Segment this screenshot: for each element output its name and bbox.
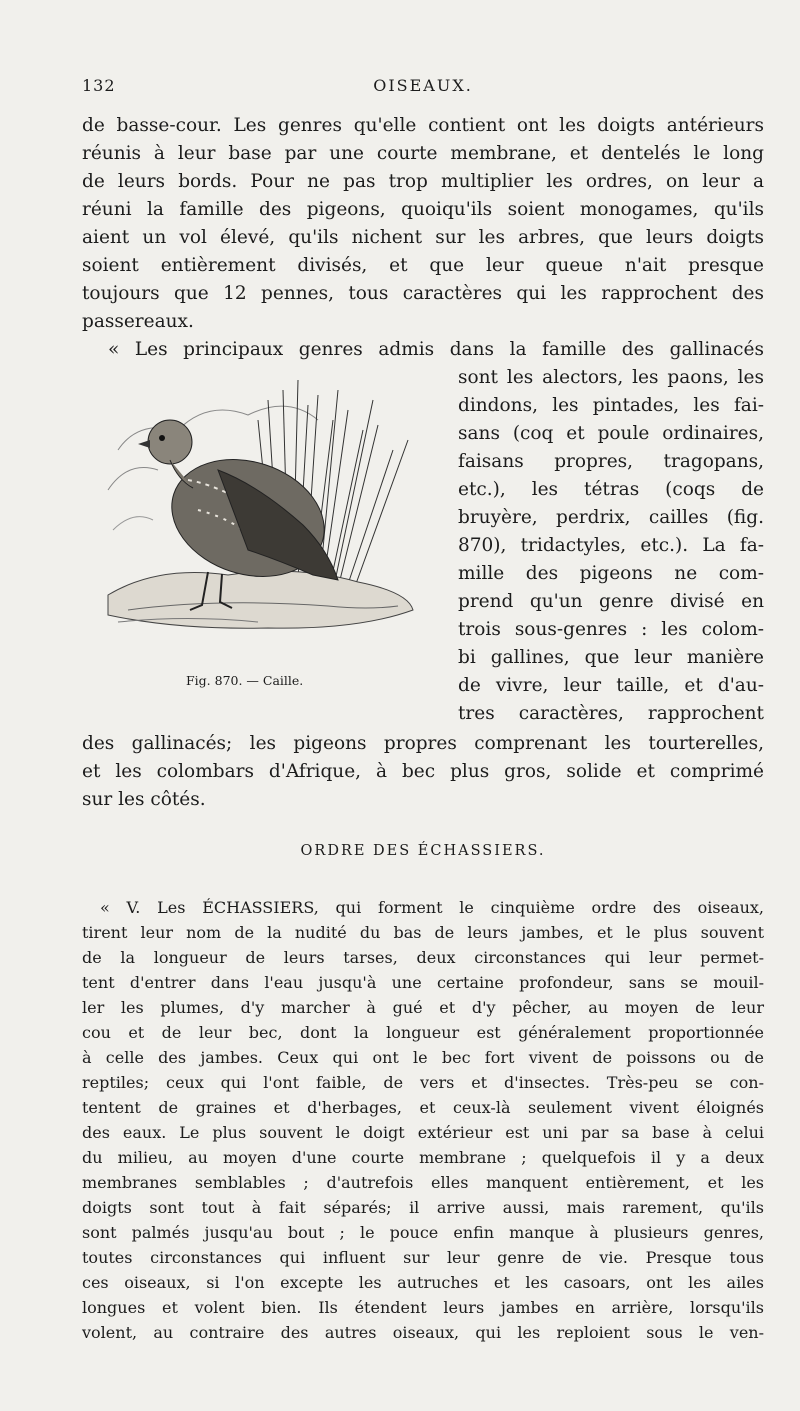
text-line: du milieu, au moyen d'une courte membrane ; quelquefois il y a deux xyxy=(82,1148,764,1167)
page-number: 132 xyxy=(82,76,116,95)
text-line: toujours que 12 pennes, tous caractères qui les rapprochent des xyxy=(82,283,764,304)
text-line: de la longueur de leurs tarses, deux circonstances qui leur permet- xyxy=(82,948,764,967)
text-line: toutes circonstances qui influent sur leur genre de vie. Presque tous xyxy=(82,1248,764,1267)
text-line: membranes semblables ; d'autrefois elles manquent entièrement, et les xyxy=(82,1173,764,1192)
text-line: ler les plumes, d'y marcher à gué et d'y pêcher, au moyen de leur xyxy=(82,998,764,1017)
text-line: des eaux. Le plus souvent le doigt extérieur est uni par sa base à celui xyxy=(82,1123,764,1142)
text-line: bi gallines, que leur manière xyxy=(458,647,764,668)
quail-engraving xyxy=(98,360,448,660)
text-line: « V. Les ÉCHASSIERS, qui forment le cinquième ordre des oiseaux, xyxy=(100,898,764,917)
text-line: dindons, les pintades, les fai- xyxy=(458,395,764,416)
text-line: réunis à leur base par une courte membrane, et dentelés le long xyxy=(82,143,764,164)
text-line: « Les principaux genres admis dans la famille des gallinacés xyxy=(108,339,764,360)
text-line: longues et volent bien. Ils étendent leurs jambes en arrière, lorsqu'ils xyxy=(82,1298,764,1317)
text-line: etc.), les tétras (coqs de xyxy=(458,479,764,500)
text-line: sans (coq et poule ordinaires, xyxy=(458,423,764,444)
text-line: soient entièrement divisés, et que leur queue n'ait presque xyxy=(82,255,764,276)
text-line: mille des pigeons ne com- xyxy=(458,563,764,584)
page-header xyxy=(82,76,764,100)
text-line: tent d'entrer dans l'eau jusqu'à une certaine profondeur, sans se mouil- xyxy=(82,973,764,992)
text-line: tentent de graines et d'herbages, et ceux-là seulement vivent éloignés xyxy=(82,1098,764,1117)
text-line: réuni la famille des pigeons, quoiqu'ils soient monogames, qu'ils xyxy=(82,199,764,220)
text-line: sont palmés jusqu'au bout ; le pouce enfin manque à plusieurs genres, xyxy=(82,1223,764,1242)
text-line: aient un vol élevé, qu'ils nichent sur les arbres, que leurs doigts xyxy=(82,227,764,248)
text-line: ces oiseaux, si l'on excepte les autruches et les casoars, ont les ailes xyxy=(82,1273,764,1292)
text-line: et les colombars d'Afrique, à bec plus gros, solide et comprimé xyxy=(82,761,764,782)
text-line: bruyère, perdrix, cailles (fig. xyxy=(458,507,764,528)
text-line: tres caractères, rapprochent xyxy=(458,703,764,724)
text-line: de leurs bords. Pour ne pas trop multiplier les ordres, on leur a xyxy=(82,171,764,192)
text-line: de basse-cour. Les genres qu'elle contient ont les doigts antérieurs xyxy=(82,115,764,136)
text-line: sur les côtés. xyxy=(82,789,206,810)
text-line: volent, au contraire des autres oiseaux, qui les reploient sous le ven- xyxy=(82,1323,764,1342)
text-line: de vivre, leur taille, et d'au- xyxy=(458,675,764,696)
text-line: prend qu'un genre divisé en xyxy=(458,591,764,612)
figure-caption: Fig. 870. — Caille. xyxy=(186,673,304,688)
text-line: tirent leur nom de la nudité du bas de leurs jambes, et le plus souvent xyxy=(82,923,764,942)
text-line: cou et de leur bec, dont la longueur est généralement proportionnée xyxy=(82,1023,764,1042)
text-line: reptiles; ceux qui l'ont faible, de vers et d'insectes. Très-peu se con- xyxy=(82,1073,764,1092)
text-line: passereaux. xyxy=(82,311,194,332)
text-line: 870), tridactyles, etc.). La fa- xyxy=(458,535,764,556)
text-line: trois sous-genres : les colom- xyxy=(458,619,764,640)
text-line: faisans propres, tragopans, xyxy=(458,451,764,472)
text-line: à celle des jambes. Ceux qui ont le bec fort vivent de poissons ou de xyxy=(82,1048,764,1067)
text-line: sont les alectors, les paons, les xyxy=(458,367,764,388)
running-title: OISEAUX. xyxy=(373,76,473,95)
text-line: des gallinacés; les pigeons propres comprenant les tourterelles, xyxy=(82,733,764,754)
section-heading: ORDRE DES ÉCHASSIERS. xyxy=(300,843,546,859)
text-line: doigts sont tout à fait séparés; il arrive aussi, mais rarement, qu'ils xyxy=(82,1198,764,1217)
